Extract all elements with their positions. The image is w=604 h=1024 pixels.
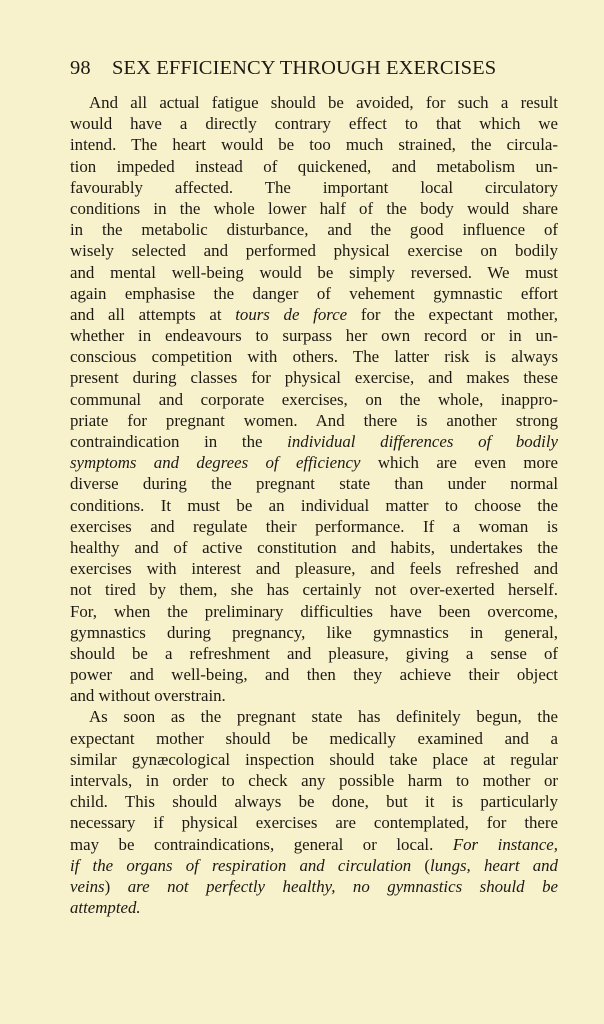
text-line	[70, 749, 558, 770]
text-line	[70, 156, 558, 177]
text-line	[70, 198, 558, 219]
text-line	[70, 367, 558, 388]
italic-text-segment: individual differences of bodily	[287, 432, 558, 451]
text-segment: And all actual fatigue should be avoided, for such a result	[89, 93, 558, 112]
text-line	[70, 897, 558, 918]
text-segment: conditions in the whole lower half of the body would share	[70, 198, 558, 218]
text-segment: whether in endeavours to surpass her own record or in un-	[70, 326, 558, 346]
text-line	[70, 728, 558, 749]
text-segment: diverse during the pregnant state than under normal	[70, 474, 558, 494]
text-segment: (	[411, 855, 431, 875]
text-line	[70, 473, 558, 494]
text-segment: and all attempts at	[70, 304, 236, 324]
text-line	[70, 134, 558, 155]
text-segment: wisely selected and performed physical exercise on bodily	[70, 241, 558, 261]
text-line	[70, 516, 558, 537]
text-line	[70, 558, 558, 579]
text-line	[70, 325, 558, 346]
text-segment: not tired by them, she has certainly not over-exerted herself.	[70, 580, 558, 600]
text-line	[70, 177, 558, 198]
text-segment: gymnastics during pregnancy, like gymnastics in general,	[70, 622, 558, 642]
text-line	[70, 706, 558, 727]
text-segment: for the expectant mother,	[347, 304, 558, 324]
text-segment: necessary if physical exercises are contemplated, for there	[70, 813, 558, 833]
text-segment: similar gynæcological inspection should take place at regular	[70, 749, 558, 769]
text-line	[70, 346, 558, 367]
text-line	[70, 791, 558, 812]
text-segment: communal and corporate exercises, on the whole, inappro-	[70, 389, 558, 409]
text-segment: )	[104, 876, 128, 896]
italic-text-segment: lungs, heart and	[430, 855, 558, 875]
text-line	[70, 622, 558, 643]
text-segment: again emphasise the danger of vehement gymnastic effort	[70, 283, 558, 303]
text-segment: exercises with interest and pleasure, and feels refreshed and	[70, 559, 558, 579]
text-line	[70, 389, 558, 410]
text-segment: and without overstrain.	[70, 686, 226, 706]
text-line	[70, 304, 558, 325]
text-segment: and mental well-being would be simply reversed. We must	[70, 262, 558, 282]
text-segment: should be a refreshment and pleasure, giving a sense of	[70, 643, 558, 663]
text-segment: child. This should always be done, but it is particularly	[70, 792, 558, 812]
text-segment: favourably affected. The important local circulatory	[70, 177, 558, 197]
italic-text-segment: symptoms and degrees of efficiency	[70, 453, 361, 473]
italic-text-segment: For instance,	[452, 834, 558, 854]
italic-text-segment: veins	[70, 876, 105, 896]
text-line	[70, 770, 558, 791]
text-segment: healthy and of active constitution and habits, undertakes the	[70, 537, 558, 557]
text-line	[70, 579, 558, 600]
italic-text-segment: attempted.	[70, 898, 141, 918]
text-segment: For, when the preliminary difficulties have been overcome,	[70, 601, 558, 621]
text-segment: intervals, in order to check any possible harm to mother or	[70, 771, 558, 790]
running-header	[70, 54, 522, 82]
text-segment: present during classes for physical exercise, and makes these	[70, 368, 558, 388]
text-segment: conditions. It must be an individual matter to choose the	[70, 495, 558, 515]
text-segment: conscious competition with others. The latter risk is always	[70, 347, 558, 367]
text-line	[70, 601, 558, 622]
text-line	[70, 219, 558, 240]
text-segment: may be contraindications, general or local.	[70, 834, 453, 854]
text-segment: tion impeded instead of quickened, and metabolism un-	[70, 156, 558, 176]
text-segment: intend. The heart would be too much strained, the circula-	[70, 135, 558, 155]
text-line	[70, 113, 558, 134]
running-title: SEX EFFICIENCY THROUGH EXERCISES	[112, 57, 497, 79]
text-line	[70, 834, 558, 855]
text-segment: exercises and regulate their performance. If a woman is	[70, 516, 558, 536]
text-segment: would have a directly contrary effect to that which we	[70, 114, 558, 134]
text-line	[70, 537, 558, 558]
text-line	[70, 431, 558, 452]
text-line	[70, 410, 558, 431]
text-line	[70, 664, 558, 685]
text-segment: power and well-being, and then they achieve their object	[70, 665, 558, 685]
italic-text-segment: if the organs of respiration and circulation	[70, 855, 412, 875]
text-segment: contraindication in the	[70, 432, 288, 451]
text-line	[70, 685, 558, 706]
italic-text-segment: tours de force	[235, 304, 348, 324]
text-segment: in the metabolic disturbance, and the good influence of	[70, 220, 558, 240]
text-line	[70, 240, 558, 261]
page-number: 98	[70, 57, 91, 79]
text-line	[70, 495, 558, 516]
text-line	[70, 452, 558, 473]
text-segment: which are even more	[360, 453, 558, 473]
body-text	[70, 92, 558, 918]
text-segment: expectant mother should be medically examined and a	[70, 728, 558, 748]
text-line	[70, 643, 558, 664]
text-line	[70, 812, 558, 833]
text-line	[70, 855, 558, 876]
text-line	[70, 283, 558, 304]
text-line	[70, 262, 558, 283]
text-line	[70, 92, 558, 113]
italic-text-segment: are not perfectly healthy, no gymnastics should be	[127, 876, 558, 896]
text-segment: As soon as the pregnant state has definitely begun, the	[89, 707, 558, 727]
text-line	[70, 876, 558, 897]
text-segment: priate for pregnant women. And there is another strong	[70, 410, 558, 430]
